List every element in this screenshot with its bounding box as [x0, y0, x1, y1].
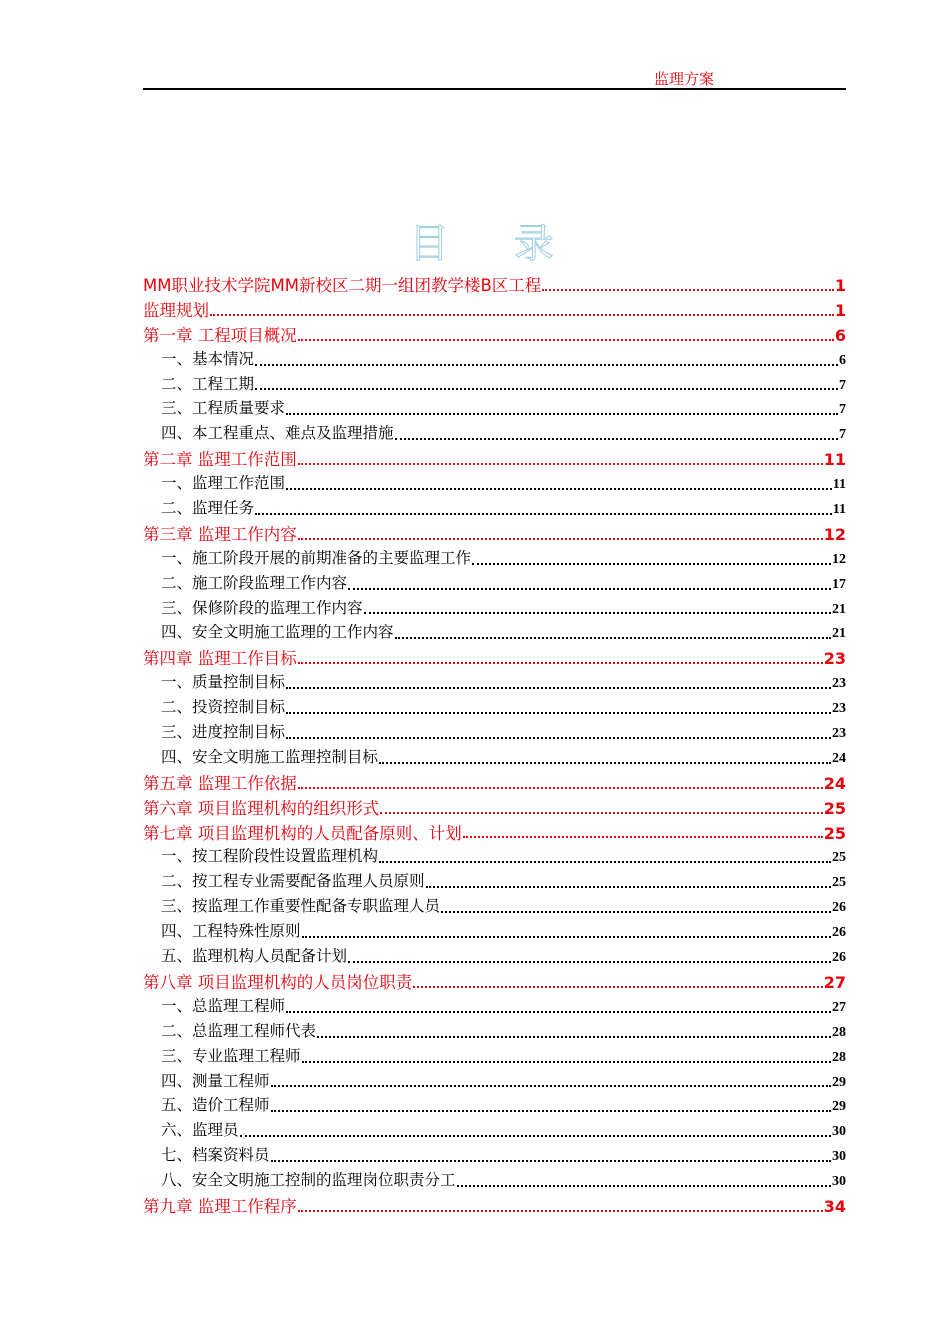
toc-entry-label: 七、档案资料员: [161, 1146, 270, 1165]
toc-entry-label: 第一章 工程项目概况: [143, 325, 297, 345]
toc-chapter-entry[interactable]: [143, 297, 846, 322]
toc-section-entry[interactable]: [143, 571, 846, 596]
toc-entry-label: 第九章 监理工作程序: [143, 1196, 297, 1216]
toc-page-number: 7: [839, 427, 846, 443]
toc-page-number: 27: [832, 999, 846, 1015]
toc-dot-leader: [255, 364, 838, 366]
toc-page-number: 1: [834, 276, 846, 295]
toc-dot-leader: [380, 812, 822, 814]
toc-dot-leader: [317, 1036, 831, 1038]
toc-section-entry[interactable]: [143, 894, 846, 919]
toc-section-entry[interactable]: [143, 421, 846, 446]
toc-section-entry[interactable]: [143, 720, 846, 745]
toc-dot-leader: [286, 488, 832, 490]
toc-dot-leader: [286, 712, 831, 714]
toc-dot-leader: [298, 463, 823, 465]
toc-entry-label: 四、本工程重点、难点及监理措施: [161, 424, 394, 443]
toc-section-entry[interactable]: [143, 471, 846, 496]
toc-dot-leader: [542, 289, 834, 291]
toc-dot-leader: [395, 637, 831, 639]
toc-section-entry[interactable]: [143, 1093, 846, 1118]
toc-entry-label: 第七章 项目监理机构的人员配备原则、计划: [143, 823, 462, 843]
toc-page-number: 30: [832, 1124, 846, 1140]
toc-entry-label: 一、按工程阶段性设置监理机构: [161, 847, 379, 866]
toc-chapter-entry[interactable]: [143, 521, 846, 546]
toc-section-entry[interactable]: [143, 1069, 846, 1094]
toc-section-entry[interactable]: [143, 919, 846, 944]
toc-section-entry[interactable]: [143, 396, 846, 421]
toc-dot-leader: [348, 961, 831, 963]
toc-entry-label: 三、进度控制目标: [161, 723, 286, 742]
toc-section-entry[interactable]: [143, 372, 846, 397]
toc-title: 目 录: [409, 221, 580, 267]
toc-dot-leader: [271, 1110, 831, 1112]
toc-section-entry[interactable]: [143, 944, 846, 969]
toc-entry-label: 监理规划: [143, 300, 209, 320]
toc-section-entry[interactable]: [143, 1118, 846, 1143]
toc-section-entry[interactable]: [143, 745, 846, 770]
toc-page-number: 29: [832, 1074, 846, 1090]
toc-chapter-entry[interactable]: [143, 645, 846, 670]
toc-entry-label: 四、安全文明施工监理控制目标: [161, 747, 379, 766]
toc-section-entry[interactable]: [143, 496, 846, 521]
toc-dot-leader: [413, 986, 822, 988]
toc-page-number: 17: [832, 576, 846, 592]
toc-section-entry[interactable]: [143, 695, 846, 720]
toc-section-entry[interactable]: [143, 1019, 846, 1044]
toc-entry-label: 六、监理员: [161, 1121, 239, 1140]
toc-entry-label: 三、工程质量要求: [161, 399, 286, 418]
toc-page-number: 23: [832, 676, 846, 692]
toc-chapter-entry[interactable]: [143, 446, 846, 471]
toc-page-number: 28: [832, 1049, 846, 1065]
toc-entry-label: 二、按工程专业需要配备监理人员原则: [161, 872, 425, 891]
toc-entry-label: 第四章 监理工作目标: [143, 649, 297, 669]
toc-dot-leader: [255, 388, 838, 390]
toc-chapter-entry[interactable]: [143, 1193, 846, 1218]
toc-section-entry[interactable]: [143, 844, 846, 869]
toc-page-number: 28: [832, 1024, 846, 1040]
toc-page-number: 21: [832, 601, 846, 617]
toc-dot-leader: [286, 687, 831, 689]
toc-entry-label: 一、总监理工程师: [161, 996, 286, 1015]
toc-entry-label: 二、投资控制目标: [161, 698, 286, 717]
toc-section-entry[interactable]: [143, 620, 846, 645]
header-divider: [143, 88, 846, 90]
toc-dot-leader: [364, 612, 831, 614]
toc-dot-leader: [298, 339, 834, 341]
toc-dot-leader: [298, 787, 823, 789]
toc-page-number: 12: [823, 524, 846, 544]
toc-entry-label: 三、按监理工作重要性配备专职监理人员: [161, 897, 441, 916]
toc-page-number: 11: [832, 477, 846, 493]
toc-dot-leader: [240, 1135, 831, 1137]
toc-section-entry[interactable]: [143, 670, 846, 695]
toc-entry-label: 三、保修阶段的监理工作内容: [161, 598, 363, 617]
toc-page-number: 26: [832, 925, 846, 941]
toc-section-entry[interactable]: [143, 1044, 846, 1069]
toc-dot-leader: [271, 1160, 831, 1162]
toc-dot-leader: [210, 314, 834, 316]
toc-entry-label: 五、造价工程师: [161, 1096, 270, 1115]
toc-page-number: 21: [832, 626, 846, 642]
toc-entry-label: 二、总监理工程师代表: [161, 1021, 317, 1040]
toc-section-entry[interactable]: [143, 596, 846, 621]
toc-page-number: 6: [839, 352, 846, 368]
toc-dot-leader: [463, 836, 823, 838]
toc-entry-label: 四、工程特殊性原则: [161, 922, 301, 941]
toc-page-number: 23: [832, 726, 846, 742]
toc-entry-label: 一、施工阶段开展的前期准备的主要监理工作: [161, 548, 472, 567]
toc-dot-leader: [302, 936, 831, 938]
toc-entry-label: 第三章 监理工作内容: [143, 524, 297, 544]
toc-chapter-entry[interactable]: [143, 969, 846, 994]
toc-entry-label: 八、安全文明施工控制的监理岗位职责分工: [161, 1171, 456, 1190]
toc-dot-leader: [441, 911, 831, 913]
toc-dot-leader: [302, 1061, 831, 1063]
toc-entry-label: 二、监理任务: [161, 499, 255, 518]
toc-entry-label: 五、监理机构人员配备计划: [161, 947, 348, 966]
toc-page-number: 11: [832, 502, 846, 518]
toc-chapter-entry[interactable]: [143, 272, 846, 297]
toc-entry-label: 四、测量工程师: [161, 1071, 270, 1090]
toc-page-number: 27: [823, 972, 846, 992]
toc-page-number: 30: [832, 1174, 846, 1190]
toc-dot-leader: [472, 563, 831, 565]
toc-page-number: 25: [832, 875, 846, 891]
toc-page-number: 25: [832, 850, 846, 866]
toc-dot-leader: [255, 513, 832, 515]
toc-section-entry[interactable]: [143, 347, 846, 372]
toc-dot-leader: [379, 861, 831, 863]
toc-dot-leader: [379, 762, 831, 764]
toc-page-number: 12: [832, 551, 846, 567]
toc-entry-label: 三、专业监理工程师: [161, 1046, 301, 1065]
toc-entry-label: 四、安全文明施工监理的工作内容: [161, 623, 394, 642]
toc-page-number: 1: [834, 300, 846, 320]
toc-dot-leader: [298, 538, 823, 540]
toc-page-number: 6: [834, 325, 846, 345]
toc-chapter-entry[interactable]: [143, 322, 846, 347]
table-of-contents: [143, 272, 846, 1218]
toc-dot-leader: [298, 1210, 823, 1212]
toc-section-entry[interactable]: [143, 869, 846, 894]
toc-dot-leader: [286, 737, 831, 739]
toc-dot-leader: [298, 662, 823, 664]
toc-dot-leader: [286, 1011, 831, 1013]
toc-page-number: 30: [832, 1149, 846, 1165]
page-header-title: 监理方案: [654, 70, 715, 88]
toc-page-number: 24: [832, 750, 846, 766]
toc-dot-leader: [457, 1185, 831, 1187]
toc-entry-label: 一、监理工作范围: [161, 474, 286, 493]
toc-entry-label: 二、工程工期: [161, 374, 255, 393]
toc-entry-label: 第二章 监理工作范围: [143, 450, 297, 470]
toc-entry-label: MM职业技术学院MM新校区二期一组团教学楼B区工程: [143, 276, 542, 295]
toc-dot-leader: [395, 438, 838, 440]
toc-entry-label: 第五章 监理工作依据: [143, 773, 297, 793]
toc-entry-label: 一、质量控制目标: [161, 673, 286, 692]
toc-section-entry[interactable]: [143, 546, 846, 571]
toc-entry-label: 一、基本情况: [161, 349, 255, 368]
toc-dot-leader: [426, 886, 831, 888]
toc-page-number: 25: [823, 798, 846, 818]
toc-chapter-entry[interactable]: [143, 820, 846, 845]
toc-page-number: 11: [823, 450, 846, 470]
toc-page-number: 34: [823, 1196, 846, 1216]
toc-page-number: 23: [832, 701, 846, 717]
toc-page-number: 25: [823, 823, 846, 843]
toc-dot-leader: [286, 413, 838, 415]
toc-chapter-entry[interactable]: [143, 770, 846, 795]
toc-section-entry[interactable]: [143, 994, 846, 1019]
toc-section-entry[interactable]: [143, 1143, 846, 1168]
toc-page-number: 7: [839, 402, 846, 418]
toc-section-entry[interactable]: [143, 1168, 846, 1193]
toc-page-number: 26: [832, 950, 846, 966]
toc-entry-label: 第八章 项目监理机构的人员岗位职责: [143, 972, 413, 992]
toc-dot-leader: [271, 1085, 831, 1087]
toc-page-number: 26: [832, 900, 846, 916]
toc-page-number: 24: [823, 773, 846, 793]
toc-page-number: 23: [823, 649, 846, 669]
toc-chapter-entry[interactable]: [143, 795, 846, 820]
toc-entry-label: 二、施工阶段监理工作内容: [161, 573, 348, 592]
toc-entry-label: 第六章 项目监理机构的组织形式: [143, 798, 380, 818]
toc-page-number: 7: [839, 377, 846, 393]
toc-dot-leader: [348, 588, 831, 590]
toc-page-number: 29: [832, 1099, 846, 1115]
